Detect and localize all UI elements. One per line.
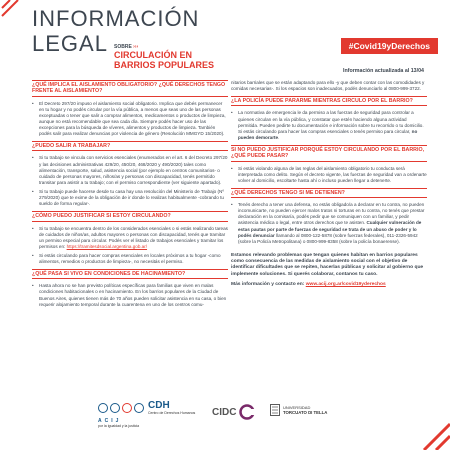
- acij-caption: por la igualdad y la justicia: [98, 424, 140, 428]
- subtitle: [114, 50, 214, 70]
- cidc-mark-icon: [239, 404, 255, 420]
- item-text: El Decreto 297/20 impuso el aislamiento social obligatorio. Implica que debés permanecer en tu hogar y no podés circular por la vía pública, a menos que seas uno de las personas exceptuadas o tener que salir a comprar alimentos, medicamentos o productos de limpieza, aunque no está recomendable que sea cada día. Siempre podés hacer uso de las excepciones para la búsqueda de víveres, alimentos y productos de limpieza. También podés salir para realizar denuncias por violencia de género (Resolución MMGYD 15/2020).: [39, 100, 226, 137]
- question-heading: ¿QUÉ DERECHOS TENGO SI ME DETIENEN?: [231, 188, 427, 198]
- list-item: • Si estás violando alguna de las reglas del aislamiento obligatorio tu conducta será interpretada como delito. Según el decreto vigente, las fuerzas de seguridad van a ordenarte volver al domicilio, escoltarte hasta ahí o incluso pueden llegar a detenerte.: [231, 165, 427, 183]
- list-item: • Hasta ahora no se han previsto políticas específicas para familias que viven en malas condiciones habitacionales o en hacinamiento. En los barrios populares de la Ciudad de Buenos Aires, quienes tienen más de 70 años pueden solicitar asistencia en su casa, o bien requerir alojamiento temporal durante la cuarentena en uno de los centros comu-: [32, 283, 227, 307]
- subtitle-line2: BARRIOS POPULARES: [114, 60, 215, 70]
- corner-decoration-icon: [416, 420, 450, 450]
- sobre-text: SOBRE: [114, 44, 132, 50]
- title-line1: INFORMACIÓN: [32, 6, 200, 31]
- utdt-logo: [270, 404, 327, 416]
- item-text: La normativa de emergencia le da permiso a las fuerzas de seguridad para controlar a quienes circulan en la vía pública, y constatar que estén haciendo alguna actividad permitida. Pueden pedirte tu documentación e información sobre tu recorrido o tu domicilio. Si estás circulando para hacer las compras esenciales o tenés permiso para circular,: [238, 110, 424, 134]
- hashtag-badge: #Covid19yDerechos: [341, 38, 438, 54]
- cdh-name: CDH: [148, 400, 170, 411]
- updated-date: Información actualizada al 13/04: [343, 68, 424, 74]
- left-column: [32, 80, 228, 311]
- question-heading: SI NO PUEDO JUSTIFICAR PORQUÉ ESTOY CIRCULANDO POR EL BARRIO, ¿QUÉ PUEDE PASAR?: [231, 145, 427, 162]
- subtitle-line1: CIRCULACIÓN EN: [114, 50, 192, 60]
- question-heading: ¿QUÉ PASA SI VIVO EN CONDICIONES DE HACINAMIENTO?: [32, 269, 228, 279]
- title-line2: LEGAL: [32, 31, 108, 56]
- acij-logo: [98, 400, 146, 428]
- cdh-caption: Centro de Derechos Humanos: [148, 411, 196, 415]
- item-text: Si estás violando alguna de las reglas del aislamiento obligatorio tu conducta será interpretada como delito. Según el decreto vigente, las fuerzas de seguridad van a ordenarte volver al domicilio, escoltarte hasta ahí o incluso pueden llegar a detenerte.: [238, 165, 427, 183]
- right-column: [231, 80, 427, 288]
- permits-link[interactable]: https://tramitesdsocial.argentina.gob.ar/: [66, 243, 148, 249]
- item-bold: no pueden demorarte: [238, 128, 418, 140]
- utdt-crest-icon: [270, 404, 280, 416]
- list-item: • Si estás circulando para hacer compras esenciales en locales próximos a tu hogar -como alimentos, remedios o productos de limpieza-, no necesitás el permiso.: [32, 253, 228, 265]
- cidc-name: CIDC: [212, 406, 237, 418]
- question-heading: ¿QUÉ IMPLICA EL AISLAMIENTO OBLIGATORIO? ¿QUÉ DERECHOS TENGO FRENTE AL AISLAMIENTO?: [32, 80, 228, 97]
- list-item: • La normativa de emergencia le da permiso a las fuerzas de seguridad para controlar a quienes circulan en la vía pública, y constatar que estén haciendo alguna actividad permitida. Pueden pedirte tu documentación e información sobre tu recorrido o tu domicilio. Si estás circulando para hacer las compras esenciales o tenés permiso para circular, no pueden demorarte.: [231, 110, 424, 140]
- cdh-logo: [148, 400, 195, 415]
- item-text: Hasta ahora no se han previsto políticas específicas para familias que viven en malas condiciones habitacionales o en hacinamiento. En los barrios populares de la Ciudad de Buenos Aires, quienes tienen más de 70 años pueden solicitar asistencia en su casa, o bien requerir alojamiento temporal durante la cuarentena en uno de los centros comu-: [39, 283, 227, 307]
- item-tail: llamando al 0800-122-5878 (sobre fuerzas federales), 011-2326-5942 (sobre la Policía Metropolitana) o 0800-999-8358 (sobre la policía bonaerense).: [238, 232, 418, 244]
- utdt-line2: TORCUATO DI TELLA: [283, 410, 328, 415]
- cidc-logo: [212, 404, 255, 420]
- item-text: Si tu trabajo puede hacerse desde tu casa hay una resolución del Ministerio de Trabajo (Nº 279/2020) que te exime de la obligación de ir donde lo realizas habitualmente -cobrando tu sueldo de forma regular-.: [39, 188, 225, 207]
- more-info-link[interactable]: www.acij.org.ar/covid19yderechos: [305, 281, 386, 287]
- more-info-label: Más información y contacto en:: [231, 281, 305, 287]
- acij-mark-icon: [98, 400, 146, 418]
- item-text: Si tu trabajo se encuentra dentro de los considerados esenciales o si estás realizando tareas de cuidados de niños/as, adultos mayores o personas con discapacidad, tenés que tramitar un permiso especial para circular. Podés ver el listado de trabajos esenciales y tramitar los permisos en:: [39, 225, 228, 249]
- more-info: [231, 282, 427, 288]
- question-heading: ¿LA POLICÍA PUEDE PARARME MIENTRAS CIRCULO POR EL BARRIO?: [231, 96, 427, 106]
- corner-decoration-icon: [0, 0, 26, 26]
- acij-name: ACIJ: [98, 418, 122, 424]
- item-text: Si estás circulando para hacer compras esenciales en locales próximos a tu hogar -como alimentos, remedios o productos de limpieza-, no necesitás el permiso.: [39, 252, 221, 264]
- list-item: • Si tu trabajo se encuentra dentro de los considerados esenciales o si estás realizando tareas de cuidados de niños/as, adultos mayores o personas con discapacidad, tenés que tramitar un permiso especial para circular. Podés ver el listado de trabajos esenciales y tramitar los permisos en: https://tramitesdsocial.argentina.gob.ar/: [32, 225, 228, 249]
- utdt-line1: UNIVERSIDAD: [283, 405, 311, 410]
- item-bold: Cualquier vulneración de estas pautas por parte de fuerzas de seguridad se trata de un abuso de poder y lo podés denunciar: [238, 220, 422, 238]
- list-item: • Si tu trabajo se vincula con servicios esenciales (enumerados en el art. 6 del Decreto 297/20 y las decisiones administrativas 429/20, 450/20, 468/2020 y 490/2020) tales como alimentación, transporte, salud, asistencia social (por ejemplo en centros comunitarios- o cuidado de personas mayores, niños/as y personas con discapacidad, tenés permitido transitar para asistir a tu trabajo; con el permiso correspondiente (ver siguiente apartado).: [32, 155, 228, 185]
- list-item: • Si tu trabajo puede hacerse desde tu casa hay una resolución del Ministerio de Trabajo (Nº 279/2020) que te exime de la obligación de ir donde lo realizas habitualmente -cobrando tu sueldo de forma regular-.: [32, 189, 228, 207]
- continued-text: nitarios barriales que se están adaptando para ello -y que deben contar con las comodidades y comidas necesarias-. Si los espacios son inadecuados, podés denunciarlo al 0800-999-3722.: [231, 80, 425, 92]
- list-item: • Tenés derecho a tener una defensa, no estás obligado/a a declarar en tu contra, no pueden incomunicarte, no pueden ejercer malos tratos ni torturas en tu contra, no tenés que prestar declaración en la comisaría, podés pedir que se comuniquen con un familiar, y pedir asistencia médica o legal, entre otros derechos que te asisten. Cualquier vulneración de estas pautas por parte de fuerzas de seguridad se trata de un abuso de poder y lo podés denunciar llamando al 0800-122-5878 (sobre fuerzas federales), 011-2326-5942 (sobre la Policía Metropolitana) o 0800-999-8358 (sobre la policía bonaerense).: [231, 202, 425, 244]
- sobre-arrows: ›››: [133, 44, 139, 50]
- list-item: • El Decreto 297/20 impuso el aislamiento social obligatorio. Implica que debés permanecer en tu hogar y no podés circular por la vía pública, a menos que seas uno de las personas exceptuadas o tener que salir a comprar alimentos, medicamentos o productos de limpieza, aunque no está recomendable que sea cada día. Siempre podés hacer uso de las excepciones para la búsqueda de víveres, alimentos y productos de limpieza. También podés salir para realizar denuncias por violencia de género (Resolución MMGYD 15/2020).: [32, 101, 228, 138]
- closing-paragraph: Estamos relevando problemas que tengan quienes habitan en barrios populares como consecuencia de las medidas de aislamiento social con el objetivo de identificar dificultades que se repiten, hacerlas públicas y solicitar al gobierno que implemente soluciones. Si querés colaborar, contanos tu caso.: [231, 252, 424, 277]
- item-text: Tenés derecho a tener una defensa, no estás obligado/a a declarar en tu contra, no pueden incomunicarte, no pueden ejercer malos tratos ni torturas en tu contra, no tenés que prestar declaración en la comisaría, podés pedir que se comuniquen con un familiar, y pedir asistencia médica o legal, entre otros derechos que te asisten.: [238, 202, 425, 226]
- item-text: Si tu trabajo se vincula con servicios esenciales (enumerados en el art. 6 del Decreto 297/20 y las decisiones administrativas 429/20, 450/20, 468/2020 y 490/2020) tales como alimentación, transporte, salud, asistencia social (por ejemplo en centros comunitarios- o cuidado de personas mayores, niños/as y personas con discapacidad, tenés permitido transitar para asistir a tu trabajo; con el permiso correspondiente (ver siguiente apartado).: [39, 155, 228, 185]
- question-heading: ¿CÓMO PUEDO JUSTIFICAR SI ESTOY CIRCULANDO?: [32, 211, 228, 221]
- question-heading: ¿PUEDO SALIR A TRABAJAR?: [32, 141, 228, 151]
